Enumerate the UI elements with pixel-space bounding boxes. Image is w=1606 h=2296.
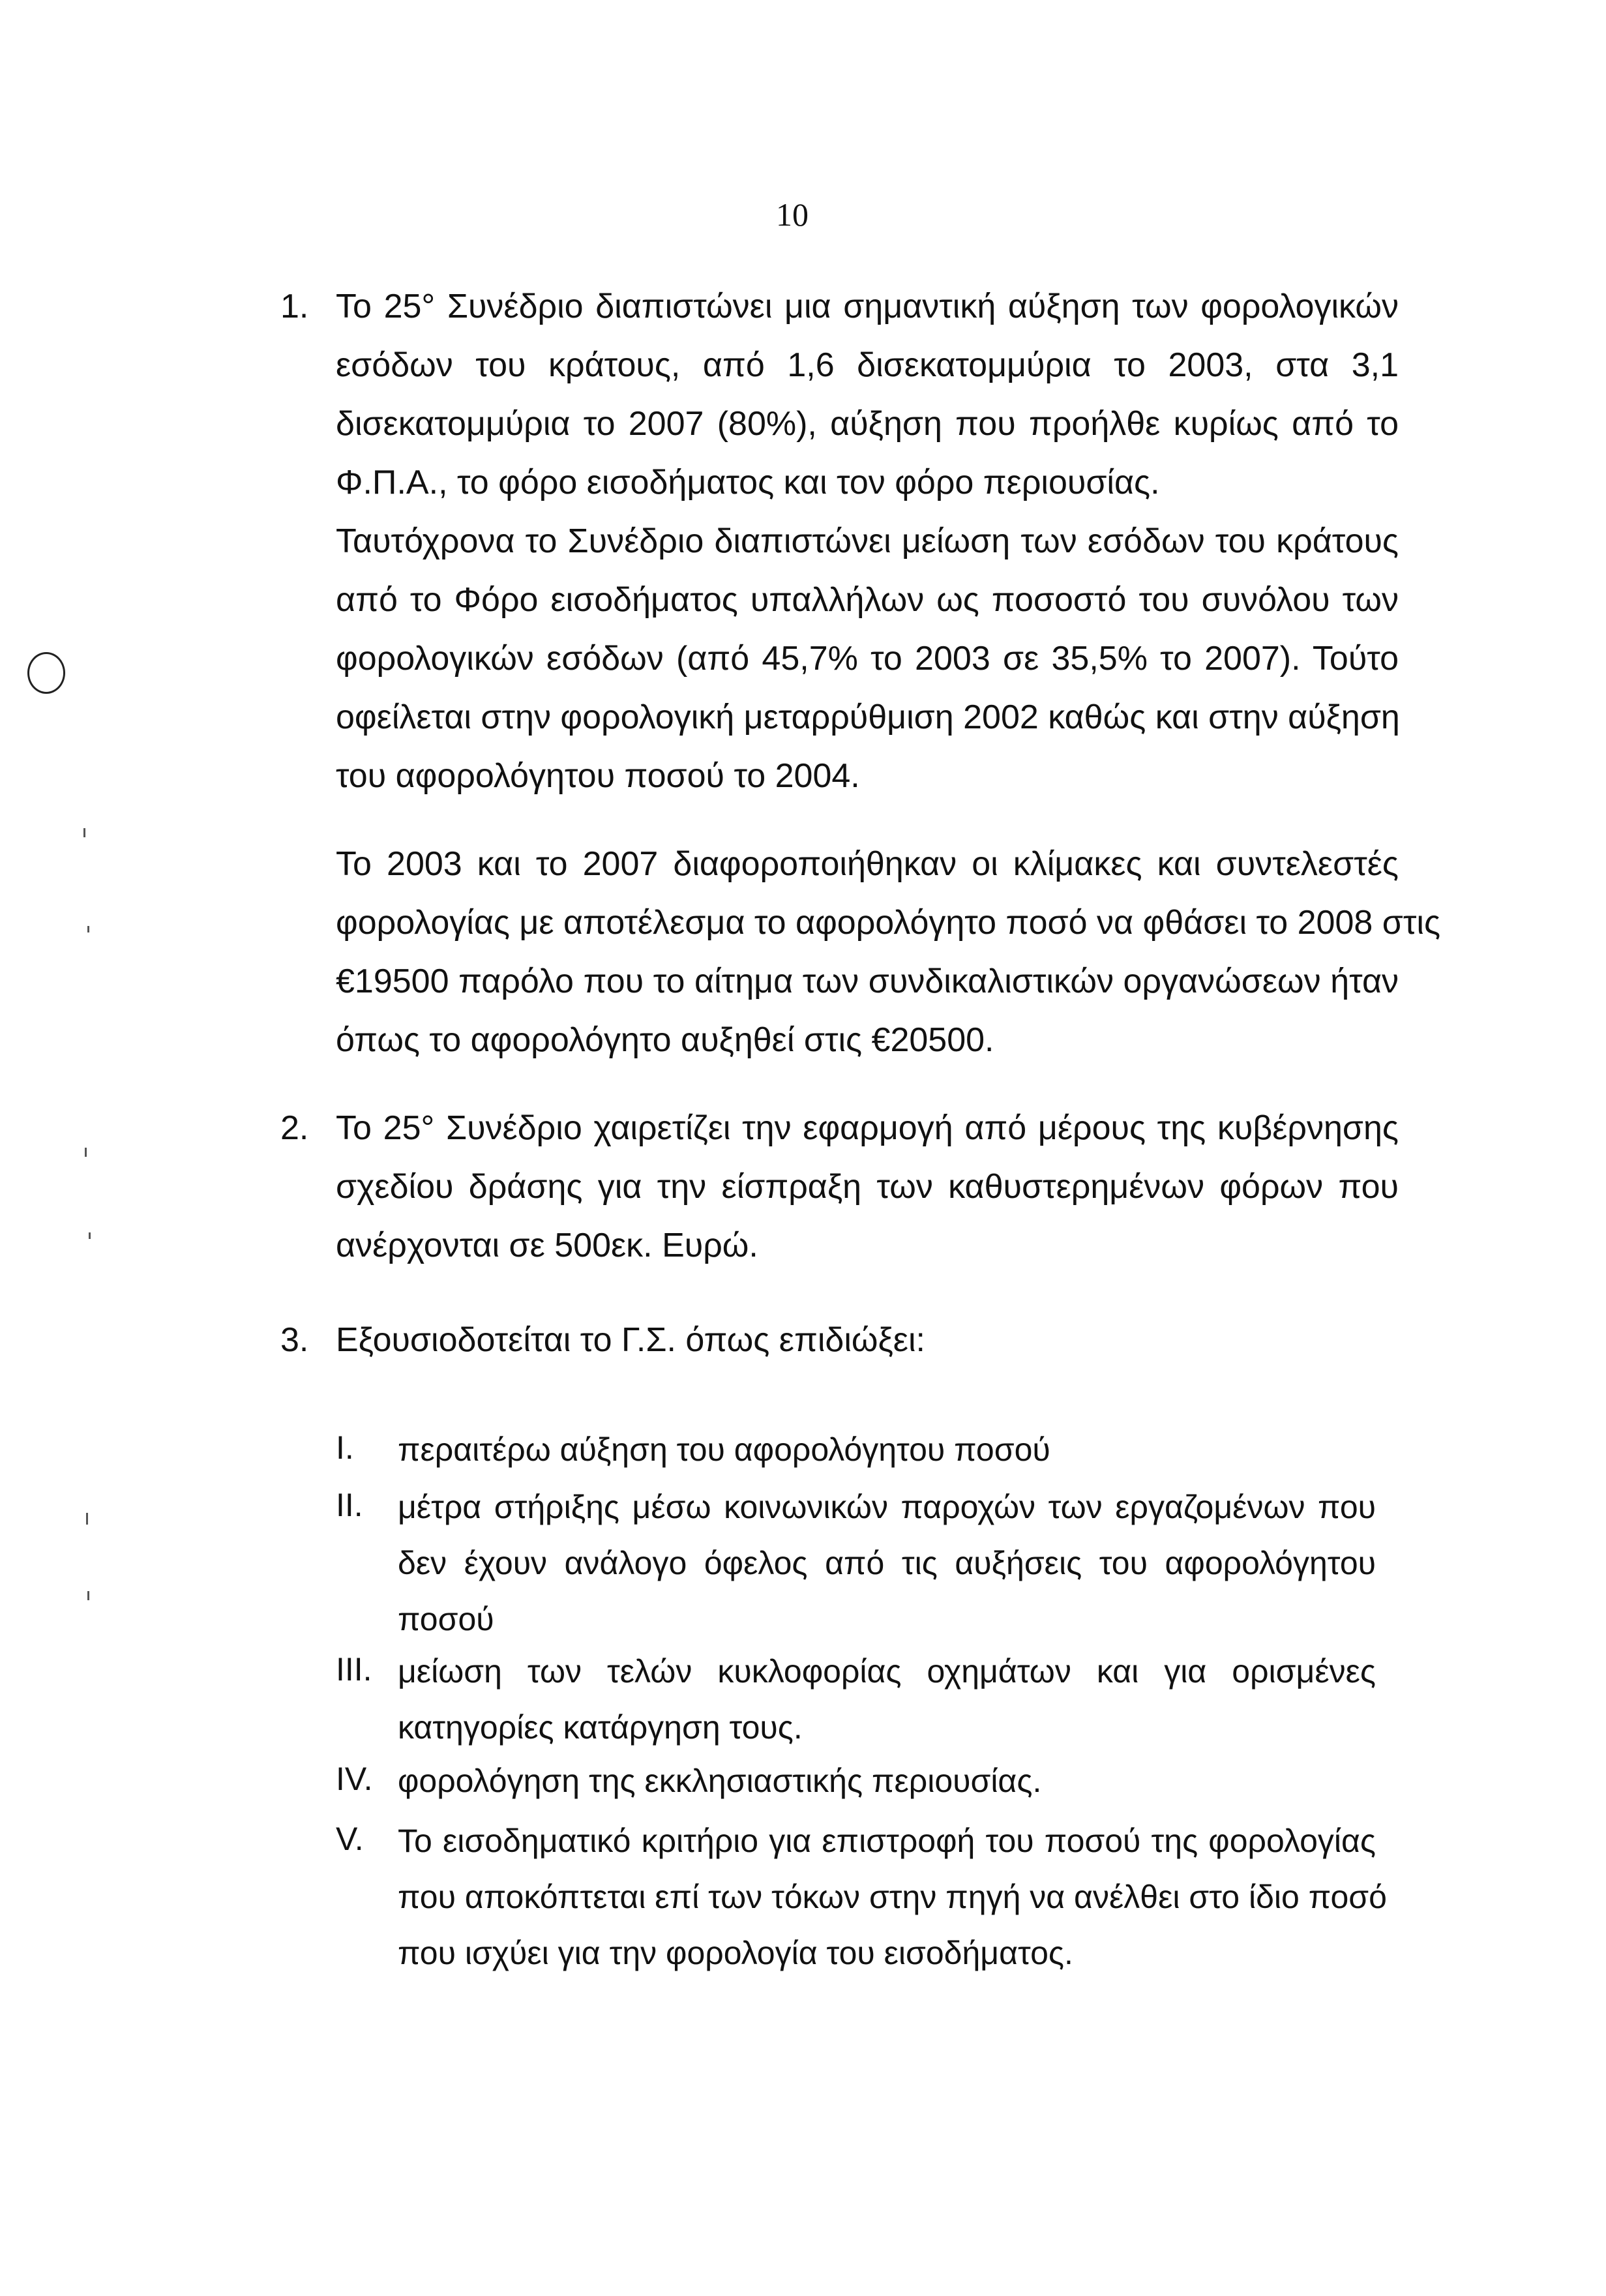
scan-speck [89,1232,91,1239]
text-line: φορολογίας με αποτέλεσμα το αφορολόγητο ποσό να φθάσει το 2008 στις [336,904,1441,942]
text-line: του αφορολόγητου ποσού το 2004. [336,757,860,795]
sub-item-1-number: I. [336,1429,354,1466]
text-line: φορολόγηση της εκκλησιαστικής περιουσίας. [398,1763,1042,1799]
text-line: όπως το αφορολόγητο αυξηθεί στις €20500. [336,1021,994,1059]
text-line: ποσού [398,1601,494,1637]
item-2-number: 2. [280,1109,309,1147]
text-line: Το 25° Συνέδριο διαπιστώνει μια σημαντική αύξηση των φορολογικών [336,288,1399,325]
text-line: ανέρχονται σε 500εκ. Ευρώ. [336,1227,758,1264]
text-line: κατηγορίες κατάργηση τους. [398,1709,803,1746]
item-1-paragraph-1 [336,277,1399,512]
text-line: Το 25° Συνέδριο χαιρετίζει την εφαρμογή από μέρους της κυβέρνησης [336,1109,1399,1147]
text-line: που ισχύει για την φορολογία του εισοδήματος. [398,1935,1073,1971]
sub-item-4 [398,1753,1376,1809]
scan-speck [83,828,85,837]
text-line: που αποκόπτεται επί των τόκων στην πηγή να ανέλθει στο ίδιο ποσό [398,1879,1387,1915]
text-line: σχεδίου δράσης για την είσπραξη των καθυστερημένων φόρων που [336,1168,1399,1206]
text-line: μείωση των τελών κυκλοφορίας οχημάτων και για ορισμένες [398,1653,1376,1690]
text-line: δισεκατομμύρια το 2007 (80%), αύξηση που προήλθε κυρίως από το [336,405,1399,443]
scan-speck [87,926,89,932]
item-1-number: 1. [280,288,309,325]
sub-item-4-number: IV. [336,1761,373,1797]
text-line: Εξουσιοδοτείται το Γ.Σ. όπως επιδιώξει: [336,1321,925,1359]
text-line: δεν έχουν ανάλογο όφελος από τις αυξήσεις του αφορολόγητου [398,1545,1376,1581]
page-number: 10 [776,196,809,233]
item-1-paragraph-3 [336,835,1441,1069]
sub-item-2-number: II. [336,1487,363,1523]
scan-speck [85,1148,87,1157]
text-line: φορολογικών εσόδων (από 45,7% το 2003 σε 35,5% το 2007). Τούτο [336,640,1399,678]
item-1-paragraph-2 [336,512,1399,805]
item-2-paragraph [336,1099,1399,1275]
punch-hole-mark [27,652,65,694]
sub-item-5-number: V. [336,1821,364,1857]
sub-item-1 [398,1422,1376,1478]
text-line: από το Φόρο εισοδήματος υπαλλήλων ως ποσοστό του συνόλου των [336,581,1399,619]
item-3-number: 3. [280,1321,309,1359]
sub-item-5 [398,1813,1387,1981]
text-line: μέτρα στήριξης μέσω κοινωνικών παροχών των εργαζομένων που [398,1489,1376,1525]
text-line: εσόδων του κράτους, από 1,6 δισεκατομμύρια το 2003, στα 3,1 [336,346,1399,384]
text-line: €19500 παρόλο που το αίτημα των συνδικαλιστικών οργανώσεων ήταν [336,962,1399,1000]
text-line: Το εισοδηματικό κριτήριο για επιστροφή του ποσού της φορολογίας [398,1823,1376,1859]
text-line: οφείλεται στην φορολογική μεταρρύθμιση 2002 καθώς και στην αύξηση [336,698,1400,736]
scan-speck [86,1513,88,1525]
sub-item-3 [398,1643,1376,1755]
item-3-intro [336,1311,1399,1369]
scan-speck [87,1591,89,1600]
text-line: Φ.Π.Α., το φόρο εισοδήματος και τον φόρο περιουσίας. [336,464,1160,501]
sub-item-2 [398,1479,1376,1647]
text-line: Ταυτόχρονα το Συνέδριο διαπιστώνει μείωση των εσόδων του κράτους [336,522,1399,560]
text-line: Το 2003 και το 2007 διαφοροποιήθηκαν οι κλίμακες και συντελεστές [336,845,1399,883]
sub-item-3-number: III. [336,1651,372,1688]
text-line: περαιτέρω αύξηση του αφορολόγητου ποσού [398,1431,1050,1468]
